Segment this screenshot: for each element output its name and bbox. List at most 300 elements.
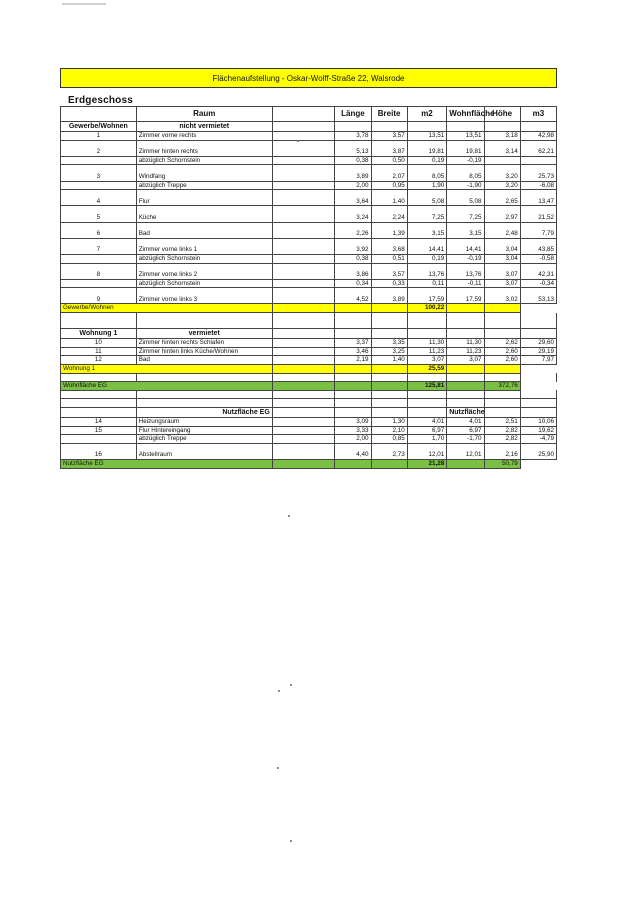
table-cell <box>484 329 520 339</box>
room-name <box>136 222 272 230</box>
room-area: 0,11 <box>407 279 447 288</box>
room-length <box>335 206 371 214</box>
room-volume: 13,47 <box>520 198 556 206</box>
table-cell <box>272 321 335 329</box>
room-number: 6 <box>61 230 137 238</box>
header-laenge: Länge <box>335 107 371 122</box>
table-cell <box>272 156 335 165</box>
room-length: 3,46 <box>335 347 371 356</box>
room-living-area <box>447 140 484 148</box>
room-number: 7 <box>61 246 137 254</box>
room-living-area: 19,81 <box>447 148 484 156</box>
room-width: 3,35 <box>371 339 407 348</box>
table-cell <box>272 426 335 435</box>
room-number <box>61 263 137 271</box>
room-number: 14 <box>61 418 137 427</box>
scan-speck <box>277 767 279 769</box>
room-height: 2,82 <box>484 435 520 444</box>
room-name <box>136 263 272 271</box>
room-height <box>484 206 520 214</box>
table-cell <box>335 459 371 468</box>
total-nutzflaeche: 21,28 <box>407 459 447 468</box>
table-cell <box>407 373 447 382</box>
room-area: 13,76 <box>407 271 447 279</box>
total-label: Nutzfläche EG <box>61 459 273 468</box>
table-cell <box>61 390 137 399</box>
room-height: 3,02 <box>484 296 520 304</box>
room-living-area <box>447 165 484 173</box>
table-cell <box>272 263 335 271</box>
room-area: 11,30 <box>407 339 447 348</box>
room-height: 3,07 <box>484 271 520 279</box>
room-area: 1,90 <box>407 181 447 190</box>
section-heading: Erdgeschoss <box>68 95 134 106</box>
table-row <box>61 339 557 348</box>
table-cell <box>272 206 335 214</box>
scan-speck <box>288 515 290 517</box>
table-cell <box>335 313 371 321</box>
room-length: 3,09 <box>335 418 371 427</box>
table-cell <box>484 122 520 132</box>
table-row <box>61 132 557 141</box>
table-row <box>61 263 557 271</box>
room-living-area: 3,15 <box>447 230 484 238</box>
room-height: 2,16 <box>484 451 520 459</box>
table-cell <box>272 399 335 408</box>
room-number <box>61 206 137 214</box>
table-cell <box>407 329 447 339</box>
table-cell <box>61 399 137 408</box>
header-breite: Breite <box>371 107 407 122</box>
spacer-row <box>61 399 557 408</box>
room-height: 3,20 <box>484 173 520 181</box>
table-cell <box>407 399 447 408</box>
table-cell <box>447 390 484 399</box>
subtotal-label: Wohnung 1 <box>61 365 273 374</box>
table-cell <box>272 238 335 246</box>
table-row <box>61 271 557 279</box>
room-name: Zimmer vorne links 1 <box>136 246 272 254</box>
table-cell <box>272 356 335 365</box>
header-blank <box>272 107 335 122</box>
room-volume: 25,73 <box>520 173 556 181</box>
table-cell <box>335 329 371 339</box>
room-area: 17,59 <box>407 296 447 304</box>
room-volume <box>520 206 556 214</box>
room-width: 2,07 <box>371 173 407 181</box>
room-length: 4,40 <box>335 451 371 459</box>
table-cell <box>447 373 484 382</box>
table-cell <box>272 296 335 304</box>
room-volume <box>520 443 556 451</box>
table-row <box>61 214 557 222</box>
room-name: Abstellraum <box>136 451 272 459</box>
table-row <box>61 246 557 254</box>
subtotal-label: Gewerbe/Wohnen <box>61 304 273 313</box>
table-cell <box>407 408 447 418</box>
group-header-wohnung1 <box>61 329 557 339</box>
table-cell <box>447 329 484 339</box>
table-row <box>61 254 557 263</box>
table-cell <box>136 399 272 408</box>
table-cell <box>520 399 556 408</box>
room-area: 14,41 <box>407 246 447 254</box>
table-cell <box>447 399 484 408</box>
room-number <box>61 156 137 165</box>
room-area <box>407 140 447 148</box>
room-name: Zimmer hinten links Küche/Wohnen <box>136 347 272 356</box>
room-name: Windfang <box>136 173 272 181</box>
room-volume: 29,19 <box>520 347 556 356</box>
room-name: Zimmer vorne links 3 <box>136 296 272 304</box>
table-cell <box>407 321 447 329</box>
room-volume: 42,98 <box>520 132 556 141</box>
room-volume <box>520 263 556 271</box>
room-number: 5 <box>61 214 137 222</box>
room-height <box>484 156 520 165</box>
room-area <box>407 238 447 246</box>
scan-artifact <box>62 3 106 5</box>
room-living-area <box>447 190 484 198</box>
room-living-area: 7,25 <box>447 214 484 222</box>
room-number: 9 <box>61 296 137 304</box>
room-volume <box>520 222 556 230</box>
room-volume: 7,97 <box>520 356 556 365</box>
room-length: 3,92 <box>335 246 371 254</box>
header-m3: m3 <box>520 107 556 122</box>
table-cell <box>272 304 335 313</box>
table-cell <box>136 313 272 321</box>
room-width: 3,89 <box>371 296 407 304</box>
scan-speck <box>290 840 292 842</box>
table-cell <box>520 321 556 329</box>
room-volume: 53,13 <box>520 296 556 304</box>
room-number <box>61 288 137 296</box>
header-raum: Raum <box>136 107 272 122</box>
table-cell <box>371 122 407 132</box>
room-volume <box>520 140 556 148</box>
room-name: Küche <box>136 214 272 222</box>
table-row <box>61 156 557 165</box>
table-cell <box>272 279 335 288</box>
room-volume: 62,21 <box>520 148 556 156</box>
table-cell <box>335 408 371 418</box>
spacer-row <box>61 373 557 382</box>
room-length <box>335 238 371 246</box>
room-name: Bad <box>136 356 272 365</box>
room-area: 6,97 <box>407 426 447 435</box>
room-width <box>371 263 407 271</box>
table-cell <box>272 148 335 156</box>
table-cell <box>272 459 335 468</box>
room-volume <box>520 238 556 246</box>
table-row <box>61 230 557 238</box>
room-living-area: 12,01 <box>447 451 484 459</box>
room-width: 0,50 <box>371 156 407 165</box>
table-row <box>61 198 557 206</box>
room-length: 0,34 <box>335 279 371 288</box>
room-length <box>335 222 371 230</box>
header-nr <box>61 107 137 122</box>
table-cell <box>272 435 335 444</box>
room-length <box>335 288 371 296</box>
room-living-area: -0,19 <box>447 254 484 263</box>
room-length: 4,52 <box>335 296 371 304</box>
table-row <box>61 443 557 451</box>
group-header-nutzflaeche <box>61 408 557 418</box>
room-length: 3,33 <box>335 426 371 435</box>
room-height: 3,14 <box>484 148 520 156</box>
room-length: 5,13 <box>335 148 371 156</box>
table-cell <box>371 313 407 321</box>
table-row <box>61 356 557 365</box>
room-height: 2,48 <box>484 230 520 238</box>
room-area: 13,51 <box>407 132 447 141</box>
table-cell <box>272 132 335 141</box>
area-table <box>60 106 557 469</box>
room-living-area <box>447 288 484 296</box>
room-length: 0,38 <box>335 156 371 165</box>
room-area <box>407 206 447 214</box>
room-living-area: 11,23 <box>447 347 484 356</box>
table-cell <box>447 459 484 468</box>
room-volume <box>520 190 556 198</box>
room-number <box>61 435 137 444</box>
room-height: 2,60 <box>484 356 520 365</box>
room-volume: 21,52 <box>520 214 556 222</box>
room-name: abzüglich Schornstein <box>136 156 272 165</box>
room-width <box>371 206 407 214</box>
table-cell <box>520 122 556 132</box>
room-living-area: 6,97 <box>447 426 484 435</box>
room-name: abzüglich Treppe <box>136 435 272 444</box>
room-name: Bad <box>136 230 272 238</box>
room-volume: 43,85 <box>520 246 556 254</box>
room-height <box>484 443 520 451</box>
header-wohnflaeche: Wohnfläche <box>447 107 484 122</box>
scan-speck <box>278 690 280 692</box>
room-width <box>371 222 407 230</box>
room-area: 4,01 <box>407 418 447 427</box>
table-cell <box>520 408 556 418</box>
table-cell <box>272 408 335 418</box>
room-living-area <box>447 263 484 271</box>
group-status: vermietet <box>136 329 272 339</box>
room-width <box>371 190 407 198</box>
subtotal-row <box>61 304 557 313</box>
table-row <box>61 426 557 435</box>
room-length: 3,78 <box>335 132 371 141</box>
table-row <box>61 238 557 246</box>
table-row <box>61 190 557 198</box>
room-name <box>136 206 272 214</box>
table-cell <box>335 304 371 313</box>
table-cell <box>272 451 335 459</box>
room-height <box>484 165 520 173</box>
table-cell <box>484 304 520 313</box>
table-cell <box>371 304 407 313</box>
room-length <box>335 443 371 451</box>
room-length <box>335 263 371 271</box>
room-width: 1,40 <box>371 198 407 206</box>
room-height: 2,51 <box>484 418 520 427</box>
table-cell <box>447 365 484 374</box>
room-volume: -6,08 <box>520 181 556 190</box>
room-area: 0,19 <box>407 254 447 263</box>
room-volume: -0,34 <box>520 279 556 288</box>
table-cell <box>272 230 335 238</box>
table-cell <box>371 459 407 468</box>
room-height <box>484 140 520 148</box>
room-living-area: 4,01 <box>447 418 484 427</box>
subtotal-value: 25,59 <box>407 365 447 374</box>
room-area <box>407 443 447 451</box>
room-width: 3,25 <box>371 347 407 356</box>
room-number: 16 <box>61 451 137 459</box>
table-cell <box>61 373 137 382</box>
table-cell <box>371 373 407 382</box>
room-living-area: 11,30 <box>447 339 484 348</box>
room-number <box>61 279 137 288</box>
scan-speck <box>290 684 292 686</box>
room-width: 2,73 <box>371 451 407 459</box>
room-area <box>407 288 447 296</box>
table-cell <box>371 399 407 408</box>
table-cell <box>61 408 137 418</box>
room-volume <box>520 288 556 296</box>
table-cell <box>447 382 484 391</box>
room-number: 4 <box>61 198 137 206</box>
room-area: 19,81 <box>407 148 447 156</box>
table-cell <box>272 198 335 206</box>
room-length: 2,00 <box>335 181 371 190</box>
room-width: 1,30 <box>371 418 407 427</box>
table-cell <box>335 390 371 399</box>
room-volume: 29,60 <box>520 339 556 348</box>
room-name: Zimmer vorne links 2 <box>136 271 272 279</box>
table-cell <box>272 288 335 296</box>
table-cell <box>520 329 556 339</box>
group-label: Wohnung 1 <box>61 329 137 339</box>
table-row <box>61 279 557 288</box>
room-living-area: 13,76 <box>447 271 484 279</box>
room-area: 1,70 <box>407 435 447 444</box>
room-length: 0,38 <box>335 254 371 263</box>
room-volume <box>520 156 556 165</box>
room-living-area <box>447 222 484 230</box>
room-length: 3,86 <box>335 271 371 279</box>
table-cell <box>484 365 520 374</box>
room-volume: 10,06 <box>520 418 556 427</box>
header-m2: m2 <box>407 107 447 122</box>
room-height: 3,07 <box>484 279 520 288</box>
room-width <box>371 238 407 246</box>
room-height: 2,60 <box>484 347 520 356</box>
table-cell <box>61 313 137 321</box>
table-cell <box>272 214 335 222</box>
room-number <box>61 181 137 190</box>
table-row <box>61 347 557 356</box>
table-row <box>61 173 557 181</box>
room-length: 3,37 <box>335 339 371 348</box>
room-name <box>136 288 272 296</box>
table-cell <box>447 304 484 313</box>
room-number: 11 <box>61 347 137 356</box>
room-height <box>484 263 520 271</box>
room-name <box>136 190 272 198</box>
table-row <box>61 206 557 214</box>
table-cell <box>272 313 335 321</box>
room-living-area: -0,19 <box>447 156 484 165</box>
table-cell <box>272 418 335 427</box>
room-width <box>371 140 407 148</box>
group-status: nicht vermietet <box>136 122 272 132</box>
table-cell <box>371 408 407 418</box>
room-width: 0,33 <box>371 279 407 288</box>
table-row <box>61 165 557 173</box>
room-number <box>61 140 137 148</box>
total-wohnflaeche: 125,81 <box>407 382 447 391</box>
room-number <box>61 190 137 198</box>
room-height: 2,65 <box>484 198 520 206</box>
table-cell <box>407 122 447 132</box>
table-row <box>61 140 557 148</box>
table-cell <box>520 313 556 321</box>
room-length: 3,64 <box>335 198 371 206</box>
total-label: Wohnfläche EG <box>61 382 273 391</box>
room-length: 2,26 <box>335 230 371 238</box>
room-area: 12,01 <box>407 451 447 459</box>
room-width: 0,51 <box>371 254 407 263</box>
subtotal-value: 100,22 <box>407 304 447 313</box>
room-volume <box>520 165 556 173</box>
room-width <box>371 165 407 173</box>
table-cell <box>335 321 371 329</box>
room-length: 2,19 <box>335 356 371 365</box>
room-length <box>335 140 371 148</box>
room-height: 2,97 <box>484 214 520 222</box>
room-volume: 25,90 <box>520 451 556 459</box>
room-width: 1,39 <box>371 230 407 238</box>
room-living-area: 5,08 <box>447 198 484 206</box>
room-width: 1,40 <box>371 356 407 365</box>
room-living-area <box>447 206 484 214</box>
table-row <box>61 148 557 156</box>
table-cell <box>272 254 335 263</box>
room-volume: 7,79 <box>520 230 556 238</box>
room-width <box>371 443 407 451</box>
table-cell <box>61 321 137 329</box>
room-length: 3,24 <box>335 214 371 222</box>
room-living-area: -1,90 <box>447 181 484 190</box>
room-number: 15 <box>61 426 137 435</box>
room-area <box>407 263 447 271</box>
room-length <box>335 165 371 173</box>
table-cell <box>484 373 520 382</box>
table-cell <box>272 222 335 230</box>
table-cell <box>371 329 407 339</box>
room-area <box>407 190 447 198</box>
table-cell <box>484 399 520 408</box>
header-hoehe: Höhe <box>484 107 520 122</box>
room-volume: -4,79 <box>520 435 556 444</box>
table-cell <box>520 390 556 399</box>
room-living-area <box>447 443 484 451</box>
table-cell <box>136 321 272 329</box>
room-area: 3,07 <box>407 356 447 365</box>
table-cell <box>272 246 335 254</box>
spacer-row <box>61 390 557 399</box>
